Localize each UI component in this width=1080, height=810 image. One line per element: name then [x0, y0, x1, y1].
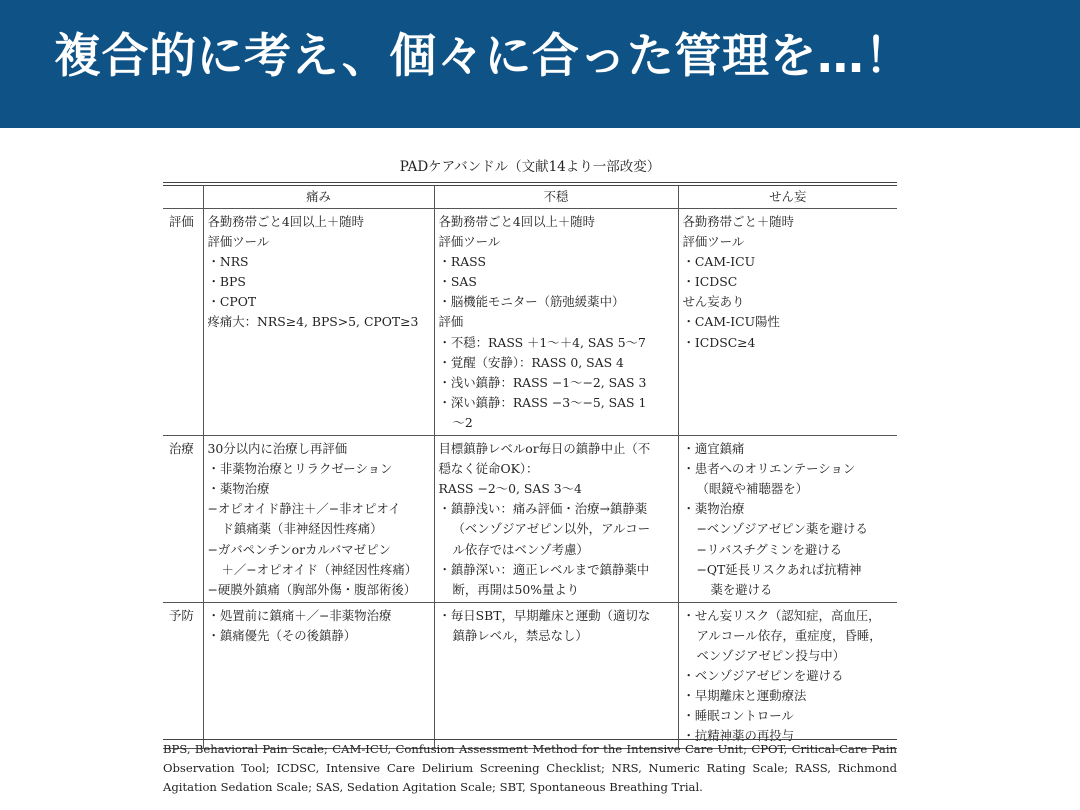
cell-line: ・鎮痛優先（その後鎮静）: [207, 627, 357, 643]
slide-title: 複合的に考え、個々に合った管理を…！: [54, 29, 912, 84]
cell-prevention-pain: [203, 602, 434, 749]
cell-line: ＋／−オピオイド（神経因性疼痛）: [221, 561, 418, 577]
cell-line: ル依存ではベンゾ考慮）: [452, 541, 589, 557]
cell-line: ・CPOT: [207, 294, 257, 310]
cell-line: ・早期離床と運動療法: [682, 688, 807, 704]
cell-line: −リバスチグミンを避ける: [696, 541, 843, 557]
cell-assessment-agitation: [434, 209, 678, 436]
cell-line: −ガバペンチンorカルバマゼピン: [207, 541, 391, 557]
cell-line: ・BPS: [207, 274, 246, 290]
cell-line: −硬膜外鎮痛（胸部外傷・腹部術後）: [207, 581, 417, 597]
table-footnote: BPS, Behavioral Pain Scale; CAM-ICU, Confusion Assessment Method for the Intensive Care Unit; CPOT, Critical-Care Pain Observation Tool; ICDSC, Intensive Care Delirium Screening Checklist; NRS, Numeric Rating Scale; RASS, Richmond Agitation Sedation Scale; SAS, Sedation Agitation Scale; SBT, Spontaneous Breathing Trial.: [163, 739, 897, 797]
cell-line: ・CAM-ICU陽性: [682, 314, 780, 330]
cell-line: ・RASS: [438, 254, 486, 270]
column-header-agitation: 不穏: [434, 185, 678, 209]
cell-line: ・ベンゾジアゼピンを避ける: [682, 668, 844, 684]
cell-line: −QT延長リスクあれば抗精神: [696, 561, 862, 577]
table-row-prevention: [163, 602, 897, 749]
cell-line: （ベンゾジアゼピン以外，アルコー: [452, 521, 651, 537]
cell-line: ・患者へのオリエンテーション: [682, 461, 856, 477]
cell-line: ・深い鎮静：RASS −3〜−5, SAS 1: [438, 394, 647, 410]
column-header-delirium: せん妄: [678, 185, 897, 209]
cell-prevention-delirium: [678, 602, 897, 749]
cell-line: ・ICDSC≥4: [682, 334, 756, 350]
cell-assessment-pain: [203, 209, 434, 436]
column-header-pain: 痛み: [203, 185, 434, 209]
cell-line: ・せん妄リスク（認知症，高血圧，: [682, 607, 881, 623]
table-header-row: [163, 185, 897, 209]
cell-line: ・適宜鎮痛: [682, 441, 745, 457]
cell-line: ・SAS: [438, 274, 477, 290]
table-row-treatment: [163, 436, 897, 603]
cell-treatment-agitation: [434, 436, 678, 603]
cell-treatment-pain: [203, 436, 434, 603]
cell-line: 薬を避ける: [710, 581, 773, 597]
cell-line: 穏なく従命OK）：: [438, 461, 539, 477]
cell-line: ・ICDSC: [682, 274, 738, 290]
cell-line: 評価ツール: [438, 234, 501, 250]
cell-line: 各勤務帯ごと4回以上＋随時: [207, 214, 365, 229]
cell-prevention-agitation: [434, 602, 678, 749]
cell-line: ・非薬物治療とリラクゼーション: [207, 461, 393, 477]
row-label-prevention: 予防: [163, 602, 203, 749]
cell-line: 〜2: [452, 414, 473, 430]
cell-line: ・脳機能モニター（筋弛緩薬中）: [438, 294, 625, 310]
cell-line: ・処置前に鎮痛＋／−非薬物治療: [207, 607, 392, 623]
cell-line: アルコール依存，重症度，昏睡，: [696, 627, 882, 643]
cell-line: ・鎮静浅い：痛み評価・治療→鎮静薬: [438, 501, 648, 517]
cell-line: 評価ツール: [682, 234, 745, 250]
cell-line: ・薬物治療: [207, 481, 270, 497]
cell-line: 各勤務帯ごと＋随時: [682, 214, 795, 229]
cell-line: 断，再開は50%量より: [452, 581, 580, 597]
table-row-assessment: [163, 209, 897, 436]
cell-line: 目標鎮静レベルor毎日の鎮静中止（不: [438, 441, 651, 457]
cell-line: 評価: [438, 314, 464, 330]
table-caption: PADケアバンドル（文献14より一部改変）: [399, 159, 661, 175]
cell-line: ベンゾジアゼピン投与中）: [696, 647, 846, 663]
cell-line: −オピオイド静注＋／−非オピオイ: [207, 501, 401, 517]
cell-line: ・抗精神薬の再投与: [682, 728, 795, 744]
cell-line: RASS −2〜0, SAS 3〜4: [438, 481, 582, 497]
cell-line: 疼痛大：NRS≥4, BPS>5, CPOT≥3: [207, 314, 419, 330]
header-corner: [163, 185, 203, 209]
cell-line: ・覚醒（安静）：RASS 0, SAS 4: [438, 354, 624, 370]
cell-line: せん妄あり: [682, 294, 745, 310]
cell-line: （眼鏡や補聴器を）: [696, 481, 809, 497]
cell-treatment-delirium: [678, 436, 897, 603]
row-label-assessment: 評価: [163, 209, 203, 436]
cell-line: 30分以内に治療し再評価: [207, 441, 348, 457]
cell-line: ド鎮痛薬（非神経因性疼痛）: [221, 521, 383, 537]
cell-assessment-delirium: [678, 209, 897, 436]
cell-line: ・毎日SBT，早期離床と運動（適切な: [438, 607, 651, 623]
cell-line: ・浅い鎮静：RASS −1〜−2, SAS 3: [438, 374, 647, 390]
cell-line: −ベンゾジアゼピン薬を避ける: [696, 521, 868, 537]
cell-line: ・薬物治療: [682, 501, 745, 517]
cell-line: ・鎮静深い：適正レベルまで鎮静薬中: [438, 561, 650, 577]
pad-care-bundle-table: [163, 185, 897, 749]
title-banner: [0, 0, 1080, 128]
cell-line: ・不穏：RASS ＋1〜＋4, SAS 5〜7: [438, 334, 646, 350]
cell-line: ・NRS: [207, 254, 249, 270]
cell-line: ・睡眠コントロール: [682, 708, 794, 724]
row-label-treatment: 治療: [163, 436, 203, 603]
cell-line: 鎮静レベル，禁忌なし）: [452, 627, 588, 643]
cell-line: 評価ツール: [207, 234, 270, 250]
cell-line: ・CAM-ICU: [682, 254, 756, 270]
cell-line: 各勤務帯ごと4回以上＋随時: [438, 214, 596, 229]
